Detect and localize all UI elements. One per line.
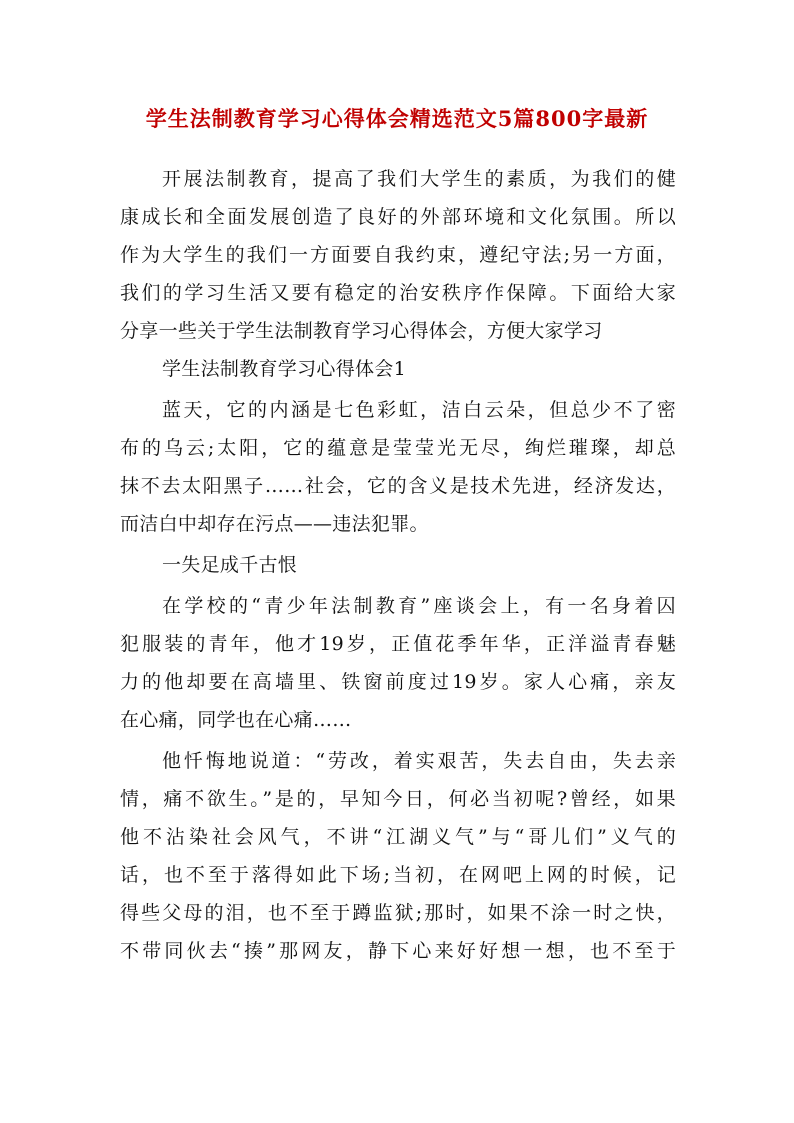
paragraph-line: 力的他却要在高墙里、铁窗前度过19岁。家人心痛，亲友 (120, 671, 676, 693)
paragraph-line: 在学校的“青少年法制教育”座谈会上，有一名身着囚 (162, 595, 676, 617)
paragraph-line: 康成长和全面发展创造了良好的外部环境和文化氛围。所以 (120, 206, 676, 228)
paragraph-line: 他不沾染社会风气，不讲“江湖义气”与“哥儿们”义气的 (120, 826, 676, 848)
paragraph-line: 情，痛不欲生。”是的，早知今日，何必当初呢?曾经，如果 (120, 788, 676, 810)
paragraph-line: 话，也不至于落得如此下场;当初，在网吧上网的时候，记 (120, 864, 676, 886)
paragraph-line: 分享一些关于学生法制教育学习心得体会，方便大家学习 (120, 320, 603, 342)
paragraph-line: 在心痛，同学也在心痛…… (120, 709, 352, 731)
paragraph-line: 犯服装的青年，他才19岁，正值花季年华，正洋溢青春魅 (120, 633, 676, 655)
paragraph-line: 布的乌云;太阳，它的蕴意是莹莹光无尽，绚烂璀璨，却总 (120, 437, 676, 459)
paragraph-line: 得些父母的泪，也不至于蹲监狱;那时，如果不涂一时之快， (120, 902, 676, 924)
paragraph-line: 他忏悔地说道：“劳改，着实艰苦，失去自由，失去亲 (162, 750, 676, 772)
paragraph-line: 我们的学习生活又要有稳定的治安秩序作保障。下面给大家 (120, 282, 676, 304)
paragraph-line: 而洁白中却存在污点——违法犯罪。 (120, 513, 429, 535)
paragraph-line: 开展法制教育，提高了我们大学生的素质，为我们的健 (162, 168, 676, 190)
subheading: 一失足成千古恨 (162, 554, 298, 576)
paragraph-line: 作为大学生的我们一方面要自我约束，遵纪守法;另一方面， (120, 244, 676, 266)
section-heading: 学生法制教育学习心得体会1 (162, 358, 406, 380)
document-body (120, 160, 676, 970)
paragraph-line: 蓝天，它的内涵是七色彩虹，洁白云朵，但总少不了密 (162, 399, 676, 421)
paragraph-line: 不带同伙去“揍”那网友，静下心来好好想一想，也不至于 (120, 940, 676, 962)
document-title: 学生法制教育学习心得体会精选范文5篇800字最新 (145, 106, 649, 131)
paragraph-line: 抹不去太阳黑子……社会，它的含义是技术先进，经济发达， (120, 475, 676, 497)
